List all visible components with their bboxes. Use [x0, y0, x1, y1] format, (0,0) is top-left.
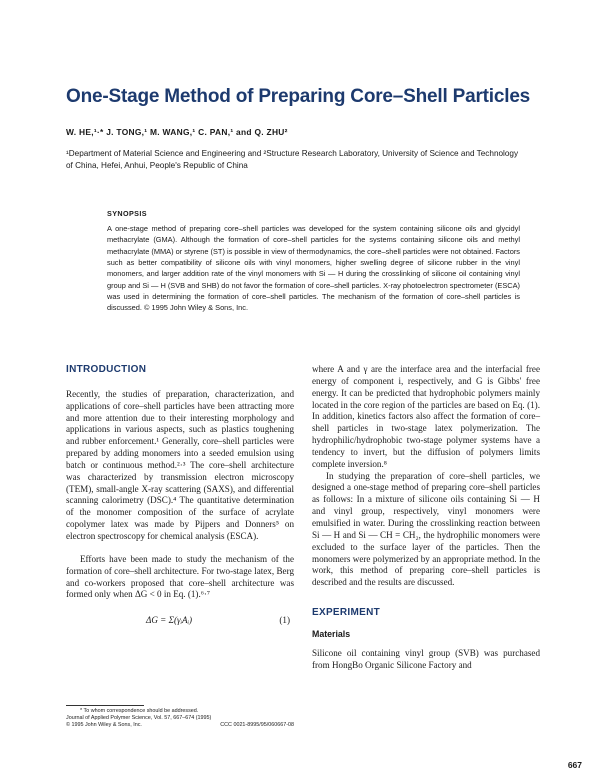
synopsis-text: A one-stage method of preparing core–shell particles was developed for the system containing silicone oils and glycidyl methacrylate (GMA). Although the formation of core–shell particles for the systems containing silicone oils and methyl methacrylate (MMA) or styrene (ST) is possible in view of thermodynamics, the core–shell particles were not obtained. Factors such as better compatibility of silicone oils with vinyl monomers, higher swelling degree of silicone rubber in the vinyl monomers, and larger addition rate of the vinyl monomers with Si — H during the crosslinking of silicone oil containing vinyl group and Si — H (SVB and SHB) do not favor the formation of core–shell particles. X-ray photoelectron spectrometer (ESCA) was used in determining the formation of core–shell particles. The mechanism of the formation of core–shell particles is discussed. © 1995 John Wiley & Sons, Inc.	[107, 224, 520, 313]
right-paragraph-1: where A and γ are the interface area and the interfacial free energy of component i, respectively, and G is Gibbs' free energy. It can be predicted that hydrophobic polymers mainly located in the core region of the particles are based on Eq. (1). In addition, kinetics factors also affect the formation of core–shell particles in two-stage latex polymerization. The hydrophilic/hydrophobic two-stage polymer systems have a tendency to invert, but the diffusion of polymers limits complete inversion.⁸	[312, 364, 540, 469]
footnote	[66, 708, 294, 729]
page-number: 667	[567, 760, 582, 770]
affiliation: ¹Department of Material Science and Engineering and ²Structure Research Laboratory, University of Science and Technology of China, Hefei, Anhui, People's Republic of China	[66, 149, 519, 170]
materials-text: Silicone oil containing vinyl group (SVB) was purchased from HongBo Organic Silicone Factory and	[312, 647, 540, 670]
equation-1	[66, 615, 294, 627]
equation-expression: ΔG = Σ(γᵢAᵢ)	[146, 615, 193, 626]
left-column	[66, 364, 294, 627]
equation-number: (1)	[279, 615, 290, 626]
introduction-heading: INTRODUCTION	[66, 364, 147, 375]
paper-title: One-Stage Method of Preparing Core–Shell Particles	[66, 86, 531, 107]
journal-citation: Journal of Applied Polymer Science, Vol. 57, 667–674 (1995)	[66, 715, 212, 721]
intro-paragraph-2: Efforts have been made to study the mechanism of the formation of core–shell architecture. For two-stage latex, Berg and co-workers proposed that core–shell architecture was formed only when ΔG < 0 in Eq. (1).⁶·⁷	[66, 553, 294, 600]
materials-subheading: Materials	[312, 628, 351, 639]
synopsis-heading: SYNOPSIS	[107, 209, 147, 218]
intro-paragraph-1: Recently, the studies of preparation, characterization, and applications of core–shell particles have been attracting more and more attention due to their interesting morphology and applications in various aspects, such as plastics toughening and rubber enforcement.¹ Generally, core–shell particles were prepared by adding monomers into a seeded emulsion using batch or continuous method.²·³ The core–shell architecture was characterized by transmission electron microscopy (TEM), small-angle X-ray scattering (SAXS), and differential scanning calorimetry (DSC).⁴ The quantitative determination of the monomer composition of the surface of acrylate copolymer latex was made by Pijpers and Donners⁵ on electron spectroscopy for chemical analysis (ESCA).	[66, 388, 294, 541]
copyright-line: © 1995 John Wiley & Sons, Inc.	[66, 722, 142, 728]
experiment-heading: EXPERIMENT	[312, 607, 381, 619]
author-list: W. HE,¹·* J. TONG,¹ M. WANG,¹ C. PAN,¹ and Q. ZHU²	[66, 127, 288, 137]
correspondence-note: * To whom correspondence should be addressed.	[80, 708, 199, 714]
ccc-code: CCC 0021-8995/95/060667-08	[220, 722, 294, 728]
footnote-divider	[66, 705, 144, 706]
right-column	[312, 364, 540, 671]
right-paragraph-2: In studying the preparation of core–shell particles, we designed a one-stage method of preparing core–shell particles as follows: In a mixture of silicone oils containing Si — H and vinyl group, respectively, vinyl monomers were emulsified in water. During the crosslinking reaction between Si — H and Si — CH = CH₂, the hydrophilic monomers were excluded to the surface layer of the particles. Then the monomers were polymerized by an appropriate method. In the work, this method of preparing core–shell particles is described and the results are discussed.	[312, 470, 540, 588]
